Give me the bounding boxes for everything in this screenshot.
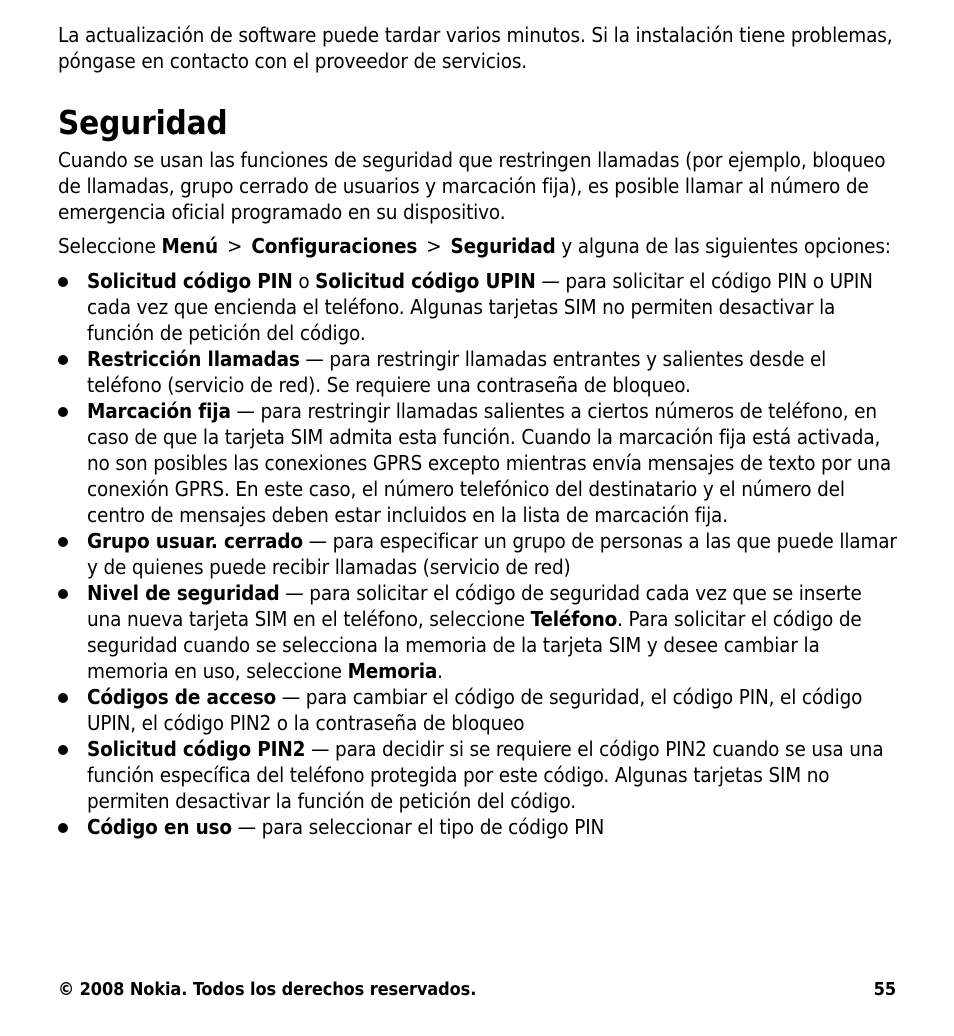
menu-path-configuraciones: Configuraciones: [251, 234, 418, 258]
option-description: — para decidir si se requiere el código PIN2 cuando se usa una función específica del teléfono protegida por este código. Algunas tarjetas SIM no permiten desactivar la función de petición del código.: [87, 737, 884, 813]
menu-path-separator: >: [426, 234, 442, 258]
menu-path-prefix: Seleccione: [58, 234, 162, 258]
document-page: [58, 22, 900, 840]
option-description: — para solicitar el código de seguridad cada vez que se inserte una nueva tarjeta SIM en el teléfono, seleccione: [87, 581, 862, 631]
option-choice-memoria: Memoria: [347, 659, 438, 683]
menu-path-separator: >: [227, 234, 243, 258]
list-item: [58, 736, 900, 814]
option-description: — para restringir llamadas salientes a ciertos números de teléfono, en caso de que la tarjeta SIM admita esta función. Cuando la marcación fija está activada, no son posibles las conexiones GPRS excepto mientras envía mensajes de texto por una conexión GPRS. En este caso, el número telefónico del destinatario y el número del centro de mensajes deben estar incluidos en la lista de marcación fija.: [87, 399, 892, 527]
option-description: — para restringir llamadas entrantes y salientes desde el teléfono (servicio de red). Se requiere una contraseña de bloqueo.: [87, 347, 827, 397]
option-description-continued: . Para solicitar el código de seguridad cuando se selecciona la memoria de la tarjeta SIM y desee cambiar la memoria en uso, seleccione: [87, 607, 862, 683]
intro-paragraph: La actualización de software puede tardar varios minutos. Si la instalación tiene problemas, póngase en contacto con el proveedor de servicios.: [58, 23, 893, 73]
list-item: [58, 580, 900, 684]
option-term: Restricción llamadas: [87, 347, 300, 371]
option-description: — para cambiar el código de seguridad, el código PIN, el código UPIN, el código PIN2 o la contraseña de bloqueo: [87, 685, 863, 735]
option-term: Códigos de acceso: [87, 685, 277, 709]
bullet-icon: [58, 355, 68, 365]
page-number: 55: [873, 979, 896, 1000]
option-term-secondary: Solicitud código UPIN: [315, 269, 536, 293]
list-item: [58, 814, 900, 840]
section-intro-paragraph: Cuando se usan las funciones de seguridad que restringen llamadas (por ejemplo, bloqueo de llamadas, grupo cerrado de usuarios y marcación fija), es posible llamar al número de emergencia oficial programado en su dispositivo.: [58, 148, 886, 224]
option-term: Grupo usuar. cerrado: [87, 529, 303, 553]
option-description: — para especificar un grupo de personas a las que puede llamar y de quienes puede recibir llamadas (servicio de red): [87, 529, 897, 579]
option-choice-telefono: Teléfono: [530, 607, 618, 631]
list-item: [58, 346, 900, 398]
menu-path-paragraph: [58, 233, 900, 259]
option-connector: o: [292, 269, 316, 293]
bullet-icon: [58, 745, 68, 755]
bullet-icon: [58, 589, 68, 599]
copyright-text: © 2008 Nokia. Todos los derechos reservados.: [58, 979, 477, 1000]
option-description-end: .: [437, 659, 443, 683]
option-term: Solicitud código PIN2: [87, 737, 306, 761]
bullet-icon: [58, 537, 68, 547]
section-heading: Seguridad: [58, 103, 228, 142]
menu-path-suffix: y alguna de las siguientes opciones:: [555, 234, 891, 258]
list-item: [58, 684, 900, 736]
menu-path-seguridad: Seguridad: [450, 234, 556, 258]
menu-path-menu: Menú: [161, 234, 219, 258]
option-term: Nivel de seguridad: [87, 581, 280, 605]
bullet-icon: [58, 693, 68, 703]
option-description: — para seleccionar el tipo de código PIN: [231, 815, 605, 839]
option-description: — para solicitar el código PIN o UPIN cada vez que encienda el teléfono. Algunas tarjetas SIM no permiten desactivar la función de petición del código.: [87, 269, 873, 345]
list-item: [58, 528, 900, 580]
list-item: [58, 268, 900, 346]
option-term: Código en uso: [87, 815, 232, 839]
bullet-icon: [58, 277, 68, 287]
bullet-icon: [58, 823, 68, 833]
security-options-list: [58, 268, 900, 840]
bullet-icon: [58, 407, 68, 417]
list-item: [58, 398, 900, 528]
option-term: Marcación fija: [87, 399, 231, 423]
option-term: Solicitud código PIN: [87, 269, 293, 293]
